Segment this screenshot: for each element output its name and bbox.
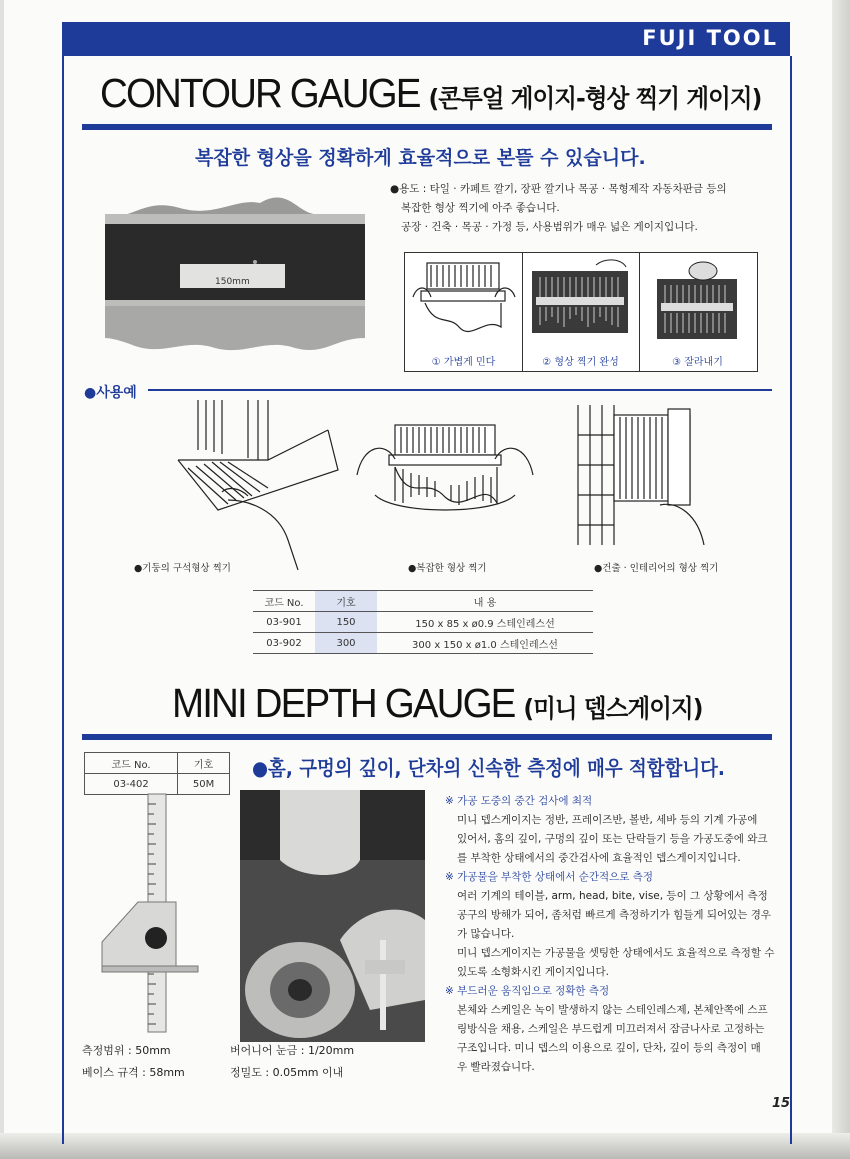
table-cell: 150 x 85 x ø0.9 스테인레스선 bbox=[377, 612, 593, 633]
feature-line: 있도록 소형화시킨 게이지입니다. bbox=[457, 966, 610, 978]
contour-title-ko: (콘투얼 게이지-형상 찍기 게이지) bbox=[428, 84, 762, 113]
page-number: 15 bbox=[772, 1096, 791, 1111]
example-complex-illustration bbox=[355, 415, 535, 525]
example-caption-2: ●복잡한 형상 찍기 bbox=[408, 563, 487, 574]
feature-line: 여러 기계의 테이블, arm, head, bite, vise, 등이 그 상황에서 측정 bbox=[457, 890, 768, 902]
step-3-label: ③ 잘라내기 bbox=[672, 357, 723, 368]
table-cell: 03-901 bbox=[253, 612, 315, 633]
feature-line: 공구의 방해가 되어, 좀처럼 빠르게 측정하기가 힘들게 되어있는 경우 bbox=[457, 909, 772, 921]
page-edge-right bbox=[832, 0, 850, 1159]
contour-title bbox=[100, 70, 761, 117]
contour-usage-text bbox=[390, 180, 780, 237]
step-1-illustration bbox=[409, 257, 518, 349]
usage-line: ●용도 : 타일 · 카페트 깔기, 장판 깔기나 목공 · 목형제작 자동차판금 등의 bbox=[390, 183, 727, 195]
depth-features bbox=[445, 792, 785, 1077]
feature-line: 구조입니다. 미니 뎁스의 이용으로 깊이, 단차, 깊이 등의 측정이 매 bbox=[457, 1042, 761, 1054]
example-caption-3: ●건출 · 인테리어의 형상 찍기 bbox=[594, 563, 719, 574]
spec-range: 측정범위 : 50mm bbox=[82, 1044, 171, 1057]
usage-line: 공장 · 건축 · 목공 · 가정 등, 사용범위가 매우 넓은 게이지입니다. bbox=[401, 221, 698, 233]
feature-line: 우 빨라졌습니다. bbox=[457, 1061, 535, 1073]
feature-line: 링방식을 채용, 스케일은 부드럽게 미끄러져서 잠금나사로 고정하는 bbox=[457, 1023, 765, 1035]
table-cell: 300 bbox=[315, 633, 377, 654]
depth-subheading: ●홈, 구멍의 깊이, 단차의 신속한 측정에 매우 적합합니다. bbox=[252, 756, 725, 780]
feature-line: 미니 뎁스게이지는 정반, 프레이즈반, 볼반, 세바 등의 기계 가공에 bbox=[457, 814, 758, 826]
col-symbol: 기호 bbox=[315, 591, 377, 612]
table-cell: 03-402 bbox=[85, 774, 178, 795]
table-row bbox=[253, 633, 593, 654]
page-edge-left bbox=[0, 0, 4, 1159]
col-content: 내 용 bbox=[377, 591, 593, 612]
examples-rule bbox=[148, 389, 772, 391]
spec-vernier: 버어니어 눈금 : 1/20mm bbox=[230, 1044, 355, 1057]
examples-heading: ●사용예 bbox=[84, 385, 137, 401]
table-cell: 03-902 bbox=[253, 633, 315, 654]
contour-title-en: CONTOUR GAUGE bbox=[100, 70, 420, 116]
contour-subheading: 복잡한 형상을 정확하게 효율적으로 본뜰 수 있습니다. bbox=[195, 147, 646, 169]
depth-spec-table bbox=[84, 752, 230, 795]
usage-line: 복잡한 형상 찍기에 아주 좋습니다. bbox=[401, 202, 560, 214]
brand-logo: FUJI TOOL bbox=[642, 26, 778, 50]
example-corner-illustration bbox=[158, 400, 348, 570]
depth-title-rule bbox=[82, 734, 772, 740]
step-2-label: ② 형상 찍기 완성 bbox=[542, 357, 619, 368]
feature-heading: ※ 부드러운 움직임으로 정확한 측정 bbox=[445, 985, 610, 997]
spec-accuracy: 정밀도 : 0.05mm 이내 bbox=[230, 1066, 344, 1079]
feature-line: 있어서, 홈의 깊이, 구멍의 깊이 또는 단락들기 등을 가공도중에 와크 bbox=[457, 833, 768, 845]
table-header-row bbox=[253, 591, 593, 612]
table-header-row bbox=[85, 753, 230, 774]
depth-title bbox=[172, 680, 703, 727]
contour-title-rule bbox=[82, 124, 772, 130]
col-code: 코드 No. bbox=[253, 591, 315, 612]
depth-gauge-photo bbox=[98, 792, 208, 1037]
example-interior-illustration bbox=[568, 405, 718, 545]
depth-title-en: MINI DEPTH GAUGE bbox=[172, 680, 515, 726]
step-2-illustration bbox=[526, 257, 635, 349]
brand-bar bbox=[62, 22, 790, 56]
feature-line: 본체와 스케일은 녹이 발생하지 않는 스테인레스제, 본체안쪽에 스프 bbox=[457, 1004, 768, 1016]
feature-line: 미니 뎁스게이지는 가공물을 셋팅한 상태에서도 효율적으로 측정할 수 bbox=[457, 947, 775, 959]
gauge-label: 150mm bbox=[215, 277, 250, 287]
example-caption-1: ●기둥의 구석형상 찍기 bbox=[134, 563, 231, 574]
step-3-illustration bbox=[643, 257, 752, 349]
table-cell: 50M bbox=[178, 774, 230, 795]
contour-steps-panel bbox=[404, 252, 758, 372]
depth-usage-photo bbox=[240, 790, 425, 1042]
contour-spec-table bbox=[253, 590, 593, 654]
feature-heading: ※ 가공물을 부착한 상태에서 순간적으로 측정 bbox=[445, 871, 654, 883]
contour-gauge-photo bbox=[95, 188, 375, 356]
spec-base: 베이스 규격 : 58mm bbox=[82, 1066, 185, 1079]
feature-heading: ※ 가공 도중의 중간 검사에 최적 bbox=[445, 795, 593, 807]
feature-line: 가 많습니다. bbox=[457, 928, 515, 940]
depth-title-ko: (미니 뎁스게이지) bbox=[523, 694, 703, 723]
col-code: 코드 No. bbox=[85, 753, 178, 774]
step-1-press bbox=[405, 253, 523, 371]
col-symbol: 기호 bbox=[178, 753, 230, 774]
step-2-complete bbox=[522, 253, 640, 371]
table-cell: 150 bbox=[315, 612, 377, 633]
step-3-cut bbox=[639, 253, 756, 371]
table-cell: 300 x 150 x ø1.0 스테인레스선 bbox=[377, 633, 593, 654]
feature-line: 를 부착한 상태에서의 중간검사에 효율적인 뎁스게이지입니다. bbox=[457, 852, 741, 864]
table-row bbox=[253, 612, 593, 633]
step-1-label: ① 가볍게 민다 bbox=[431, 357, 496, 368]
